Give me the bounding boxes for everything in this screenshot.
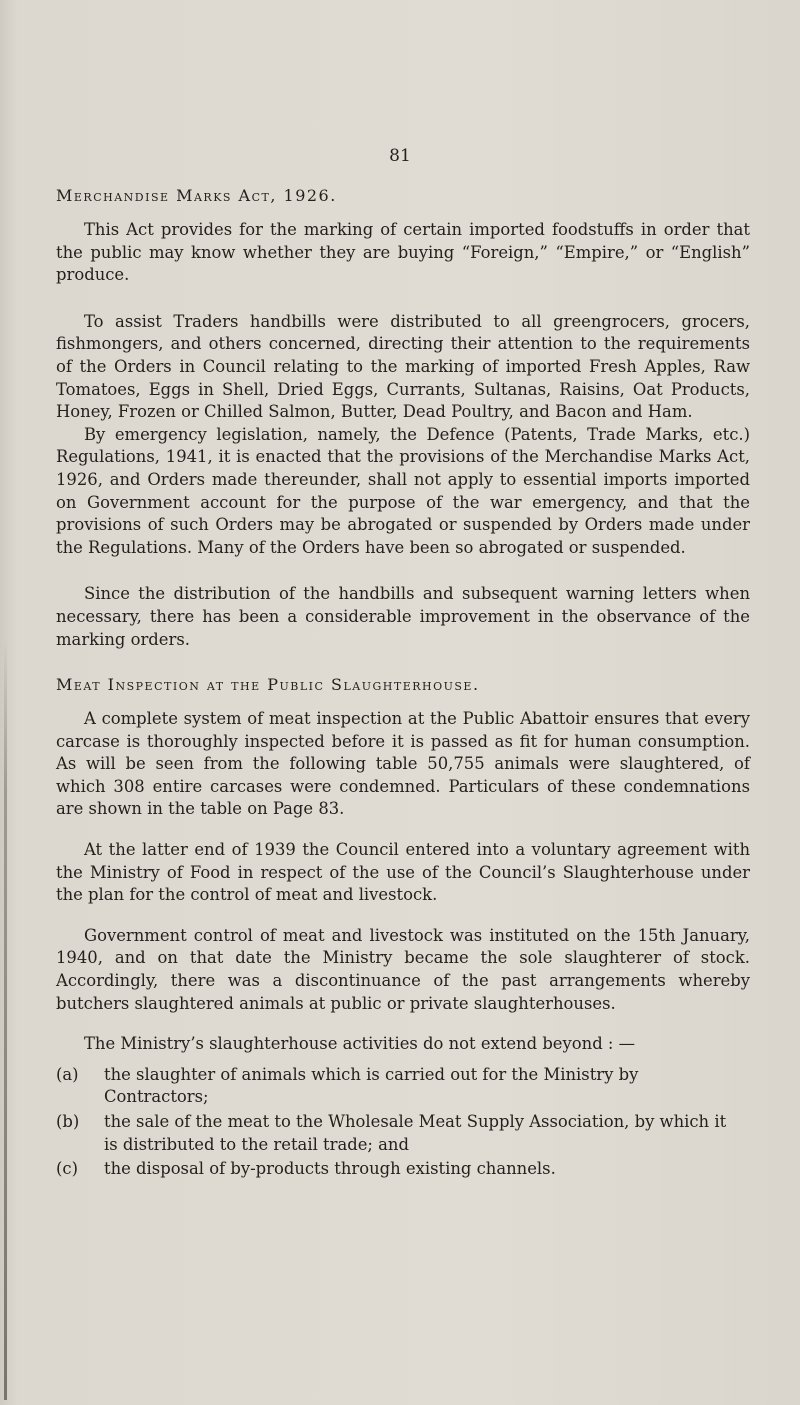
page-number: 81 bbox=[389, 146, 411, 166]
paragraph: Since the distribution of the handbills and subsequent warning letters when necessary, there has been a considerable improvement in the observance of the marking orders. bbox=[56, 584, 750, 649]
paragraph: The Ministry’s slaughterhouse activities do not extend beyond : — bbox=[84, 1034, 636, 1054]
section-meat-inspection bbox=[56, 675, 750, 1181]
list-item-label: (c) bbox=[56, 1159, 78, 1179]
page-binding-edge bbox=[4, 640, 7, 1400]
section-merchandise-marks bbox=[56, 186, 750, 651]
paragraph: To assist Traders handbills were distributed to all greengrocers, grocers, fishmongers, and others concerned, directing their attention to the requirements of the Orders in Council relating to the marking of imported Fresh Apples, Raw Tomatoes, Eggs in Shell, Dried Eggs, Currants, Sultanas, Raisins, Oat Products, Honey, Frozen or Chilled Salmon, Butter, Dead Poultry, and Bacon and Ham. bbox=[56, 311, 750, 422]
list-item bbox=[56, 1111, 750, 1156]
page-body bbox=[56, 186, 750, 1183]
list-item-text: the disposal of by-products through existing channels. bbox=[104, 1159, 556, 1179]
list-item-text: the slaughter of animals which is carried out for the Ministry by Contractors; bbox=[104, 1064, 639, 1107]
list-item bbox=[56, 1158, 750, 1181]
activities-list bbox=[56, 1064, 750, 1181]
list-item-label: (b) bbox=[56, 1112, 80, 1131]
section-heading: Merchandise Marks Act, 1926. bbox=[56, 186, 337, 205]
paragraph: A complete system of meat inspection at the Public Abattoir ensures that every carcase is thoroughly inspected before it is passed as fit for human consumption. As will be seen from the following table 50,755 animals were slaughtered, of which 308 entire carcases were condemned. Particulars of these condemnations are shown in the table on Page 83. bbox=[56, 709, 750, 819]
paragraph: At the latter end of 1939 the Council entered into a voluntary agreement with the Ministry of Food in respect of the use of the Council’s Slaughterhouse under the plan for the control of meat and livestock. bbox=[56, 840, 750, 905]
paragraph: This Act provides for the marking of certain imported foodstuffs in order that the public may know whether they are buying “Foreign,” “Empire,” or “English” produce. bbox=[56, 220, 750, 285]
paragraph: By emergency legislation, namely, the Defence (Patents, Trade Marks, etc.) Regulations, 1941, it is enacted that the provisions of the Merchandise Marks Act, 1926, and Orders made thereunder, shall not apply to essential imports imported on Government account for the purpose of the war emergency, and that the provisions of such Orders may be abrogated or suspended by Orders made under the Regulations. Many of the Orders have been so abrogated or suspended. bbox=[56, 424, 750, 557]
list-item bbox=[56, 1064, 750, 1109]
paragraph: Government control of meat and livestock was instituted on the 15th January, 1940, and on that date the Ministry became the sole slaughterer of stock. Accordingly, there was a discontinuance of the past arrangements whereby butchers slaughtered animals at public or private slaughterhouses. bbox=[56, 925, 750, 1013]
section-heading: Meat Inspection at the Public Slaughterhouse. bbox=[56, 675, 480, 695]
list-item-label: (a) bbox=[56, 1064, 79, 1084]
list-item-text: the sale of the meat to the Wholesale Meat Supply Association, by which it is distributed to the retail trade; and bbox=[104, 1112, 727, 1154]
